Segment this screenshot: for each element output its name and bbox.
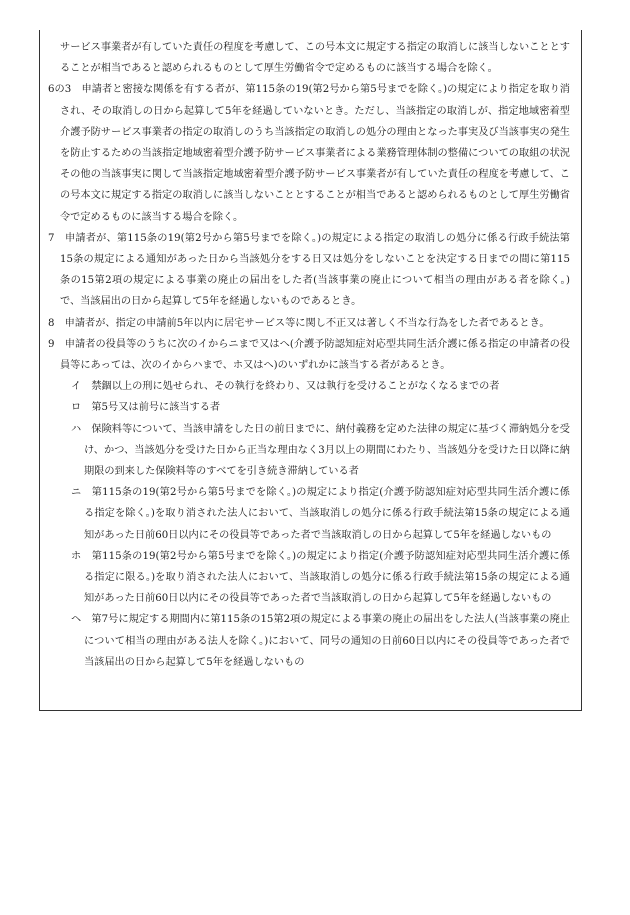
paragraph-item-9: 9 申請者の役員等のうちに次のイからニまで又はへ(介護予防認知症対応型共同生活介護に係る指定の申請者の役員等にあっては、次のイからハまで、ホ又はへ)のいずれかに該当する者があるとき。	[48, 338, 570, 372]
paragraph-item-8: 8 申請者が、指定の申請前5年以内に居宅サービス等に関し不正又は著しく不当な行為をした者であるとき。	[48, 317, 550, 329]
sub-item-ni: ニ 第115条の19(第2号から第5号までを除く。)の規定により指定(介護予防認知症対応型共同生活介護に係る指定を除く。)を取り消された法人において、当該取消しの処分に係る行政手続法第15条の規定による通知があった日前60日以内にその役員等であった者で当該取消しの日から起算して5年を経過しないもの	[71, 487, 570, 541]
sub-item-ho: ホ 第115条の19(第2号から第5号までを除く。)の規定により指定(介護予防認知症対応型共同生活介護に係る指定に限る。)を取り消された法人において、当該取消しの処分に係る行政手続法第15条の規定による通知があった日前60日以内にその役員等であった者で当該取消しの日から起算して5年を経過しないもの	[71, 550, 570, 605]
sub-item-ro: ロ 第5号又は前号に該当する者	[71, 402, 221, 414]
paragraph-item-6-3: 6の3 申請者と密接な関係を有する者が、第115条の19(第2号から第5号までを除く。)の規定により指定を取り消され、その取消しの日から起算して5年を経過していないとき。ただし、当該指定の取消しが、指定地域密着型介護予防サービス事業者の指定の取消しのうち当該指定の取消しの処分の理由となった事実及び当該事実の発生を防止するための当該指定地域密着型介護予防サービス事業者による業務管理体制の整備についての取組の状況その他の当該事実に関して当該指定地域密着型介護予防サービス事業者が有していた責任の程度を考慮して、この号本文に規定する指定の取消しに該当しないこととすることが相当であると認められるものとして厚生労働省令で定めるものに該当する場合を除く。	[48, 84, 570, 223]
paragraph-continuation: サービス事業者が有していた責任の程度を考慮して、この号本文に規定する指定の取消しに該当しないこととすることが相当であると認められるものとして厚生労働省令で定めるものに該当する場合を除く。	[60, 42, 570, 75]
document-body	[48, 37, 570, 673]
document-frame	[39, 30, 582, 711]
sub-item-ha: ハ 保険料等について、当該申請をした日の前日までに、納付義務を定めた法律の規定に基づく滞納処分を受け、かつ、当該処分を受けた日から正当な理由なく3月以上の期間にわたり、当該処分を受けた日以降に納期限の到来した保険料等のすべてを引き続き滞納している者	[71, 423, 570, 478]
sub-item-i: イ 禁錮以上の刑に処せられ、その執行を終わり、又は執行を受けることがなくなるまでの者	[71, 381, 500, 393]
sub-item-he: ヘ 第7号に規定する期間内に第115条の15第2項の規定による事業の廃止の届出をした法人(当該事業の廃止について相当の理由がある法人を除く。)において、同号の通知の日前60日以内にその役員等であった者で当該届出の日から起算して5年を経過しないもの	[71, 614, 570, 668]
paragraph-item-7: 7 申請者が、第115条の19(第2号から第5号までを除く。)の規定による指定の取消しの処分に係る行政手続法第15条の規定による通知があった日から当該処分をする日又は処分をしないことを決定する日までの間に第115条の15第2項の規定による事業の廃止の届出をした者(当該事業の廃止について相当の理由がある者を除く。)で、当該届出の日から起算して5年を経過しないものであるとき。	[48, 232, 570, 308]
